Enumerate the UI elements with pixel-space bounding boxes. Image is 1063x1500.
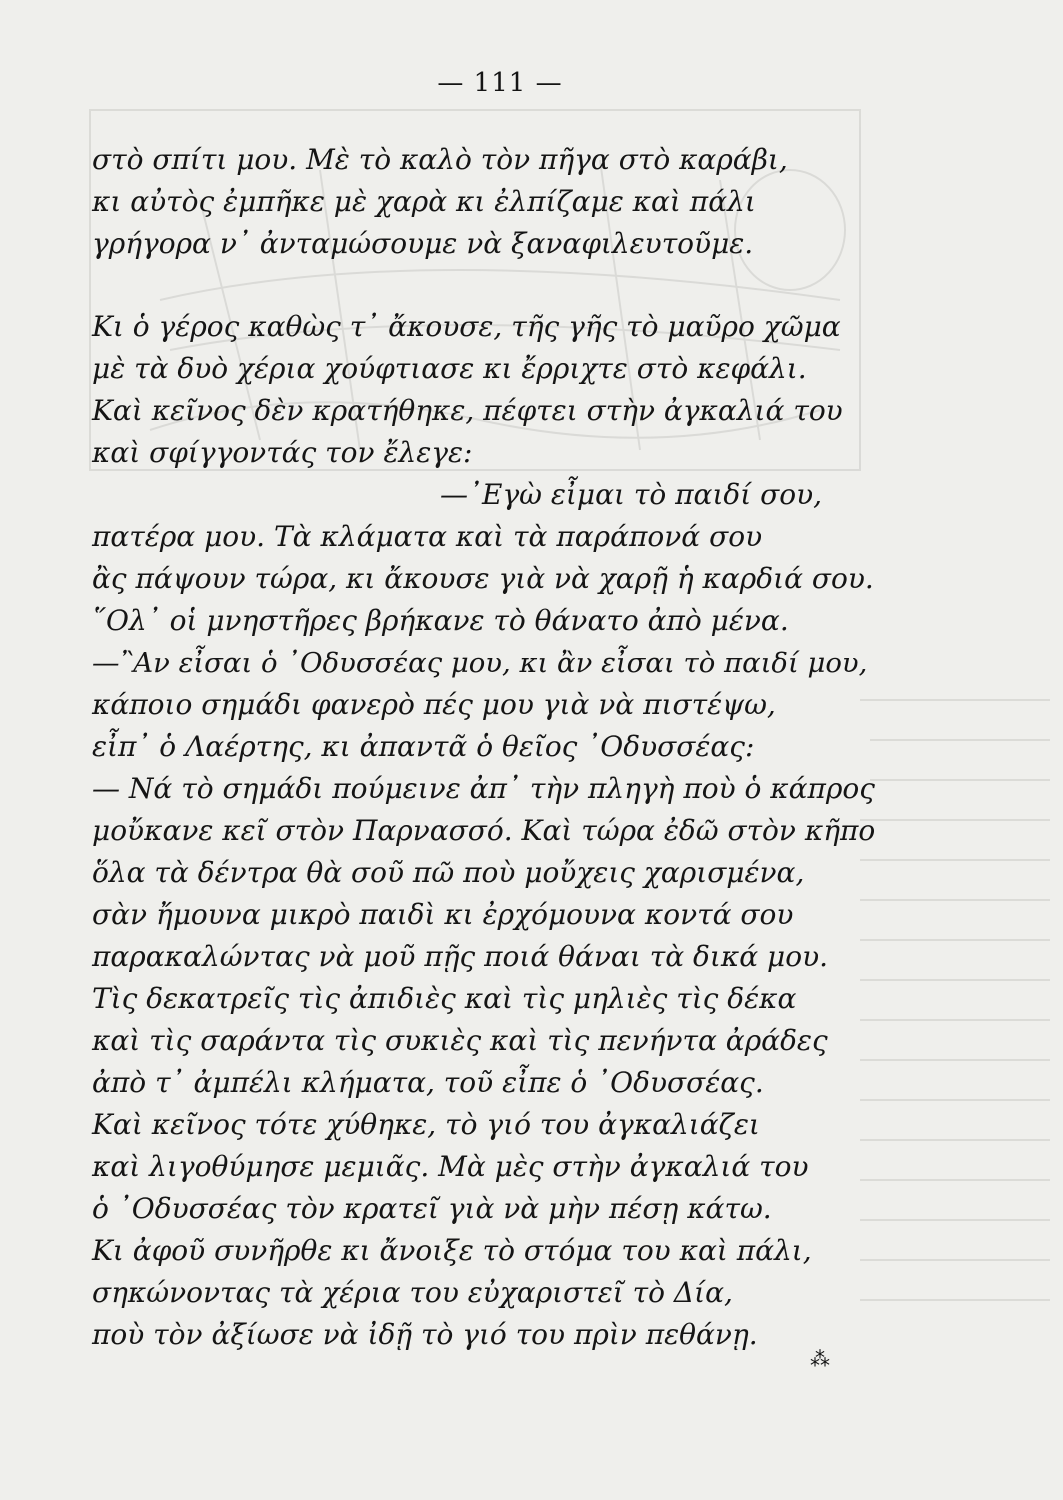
text-line-24: καὶ λιγοθύμησε μεμιᾶς. Μὰ μὲς στὴν ἀγκαλιά του bbox=[92, 1150, 809, 1183]
text-line-8: —᾽Εγὼ εἶμαι τὸ παιδί σου, bbox=[440, 478, 823, 511]
text-line-14: εἶπ᾽ ὁ Λαέρτης, κι ἀπαντᾶ ὁ θεῖος ᾽Οδυσσέας: bbox=[92, 730, 755, 763]
text-line-26: Κι ἀφοῦ συνῆρθε κι ἄνοιξε τὸ στόμα του καὶ πάλι, bbox=[92, 1234, 812, 1267]
text-line-10: ἂς πάψουν τώρα, κι ἄκουσε γιὰ νὰ χαρῇ ἡ καρδιά σου. bbox=[92, 562, 874, 595]
text-line-22: ἀπὸ τ᾽ ἀμπέλι κλήματα, τοῦ εἶπε ὁ ᾽Οδυσσέας. bbox=[92, 1066, 764, 1099]
text-line-28: ποὺ τὸν ἀξίωσε νὰ ἰδῇ τὸ γιό του πρὶν πεθάνῃ. bbox=[92, 1318, 758, 1351]
text-line-19: παρακαλώντας νὰ μοῦ πῇς ποιά θάναι τὰ δικά μου. bbox=[92, 940, 828, 973]
text-line-9: πατέρα μου. Τὰ κλάματα καὶ τὰ παράπονά σου bbox=[92, 520, 763, 553]
asterism-ornament: ⁂ bbox=[810, 1347, 830, 1371]
text-line-25: ὁ ᾽Οδυσσέας τὸν κρατεῖ γιὰ νὰ μὴν πέσῃ κάτω. bbox=[92, 1192, 772, 1225]
text-line-2: κι αὐτὸς ἐμπῆκε μὲ χαρὰ κι ἐλπίζαμε καὶ πάλι bbox=[92, 185, 756, 218]
text-line-27: σηκώνοντας τὰ χέρια του εὐχαριστεῖ τὸ Δία, bbox=[92, 1276, 733, 1309]
page-number: — 111 — bbox=[437, 68, 563, 98]
text-line-6: Καὶ κεῖνος δὲν κρατήθηκε, πέφτει στὴν ἀγκαλιά του bbox=[92, 394, 843, 427]
text-line-4: Κι ὁ γέρος καθὼς τ᾽ ἄκουσε, τῆς γῆς τὸ μαῦρο χῶμα bbox=[92, 310, 841, 343]
text-line-5: μὲ τὰ δυὸ χέρια χούφτιασε κι ἔρριχτε στὸ κεφάλι. bbox=[92, 352, 807, 385]
text-line-12: —῍Αν εἶσαι ὁ ᾽Οδυσσέας μου, κι ἂν εἶσαι τὸ παιδί μου, bbox=[92, 647, 868, 679]
text-line-1: στὸ σπίτι μου. Μὲ τὸ καλὸ τὸν πῆγα στὸ καράβι, bbox=[92, 143, 788, 176]
text-line-3: γρήγορα ν᾽ ἀνταμώσουμε νὰ ξαναφιλευτοῦμε. bbox=[92, 227, 754, 260]
text-line-16: μοὔκανε κεῖ στὸν Παρνασσό. Καὶ τώρα ἐδῶ στὸν κῆπο bbox=[92, 814, 876, 847]
text-line-11: ῞Ολ᾽ οἱ μνηστῆρες βρήκανε τὸ θάνατο ἀπὸ μένα. bbox=[92, 604, 789, 637]
text-line-18: σὰν ἤμουνα μικρὸ παιδὶ κι ἐρχόμουνα κοντά σου bbox=[92, 898, 794, 931]
text-line-7: καὶ σφίγγοντάς τον ἔλεγε: bbox=[92, 436, 473, 469]
text-line-20: Τὶς δεκατρεῖς τὶς ἀπιδιὲς καὶ τὶς μηλιὲς τὶς δέκα bbox=[92, 982, 797, 1015]
text-line-13: κάποιο σημάδι φανερὸ πές μου γιὰ νὰ πιστέψω, bbox=[92, 688, 776, 721]
text-line-21: καὶ τὶς σαράντα τὶς συκιὲς καὶ τὶς πενήντα ἀράδες bbox=[92, 1024, 828, 1057]
text-line-23: Καὶ κεῖνος τότε χύθηκε, τὸ γιό του ἀγκαλιάζει bbox=[92, 1108, 760, 1141]
text-line-15: — Νά τὸ σημάδι πούμεινε ἀπ᾽ τὴν πληγὴ ποὺ ὁ κάπρος bbox=[92, 772, 875, 805]
text-line-17: ὅλα τὰ δέντρα θὰ σοῦ πῶ ποὺ μοὔχεις χαρισμένα, bbox=[92, 856, 805, 889]
